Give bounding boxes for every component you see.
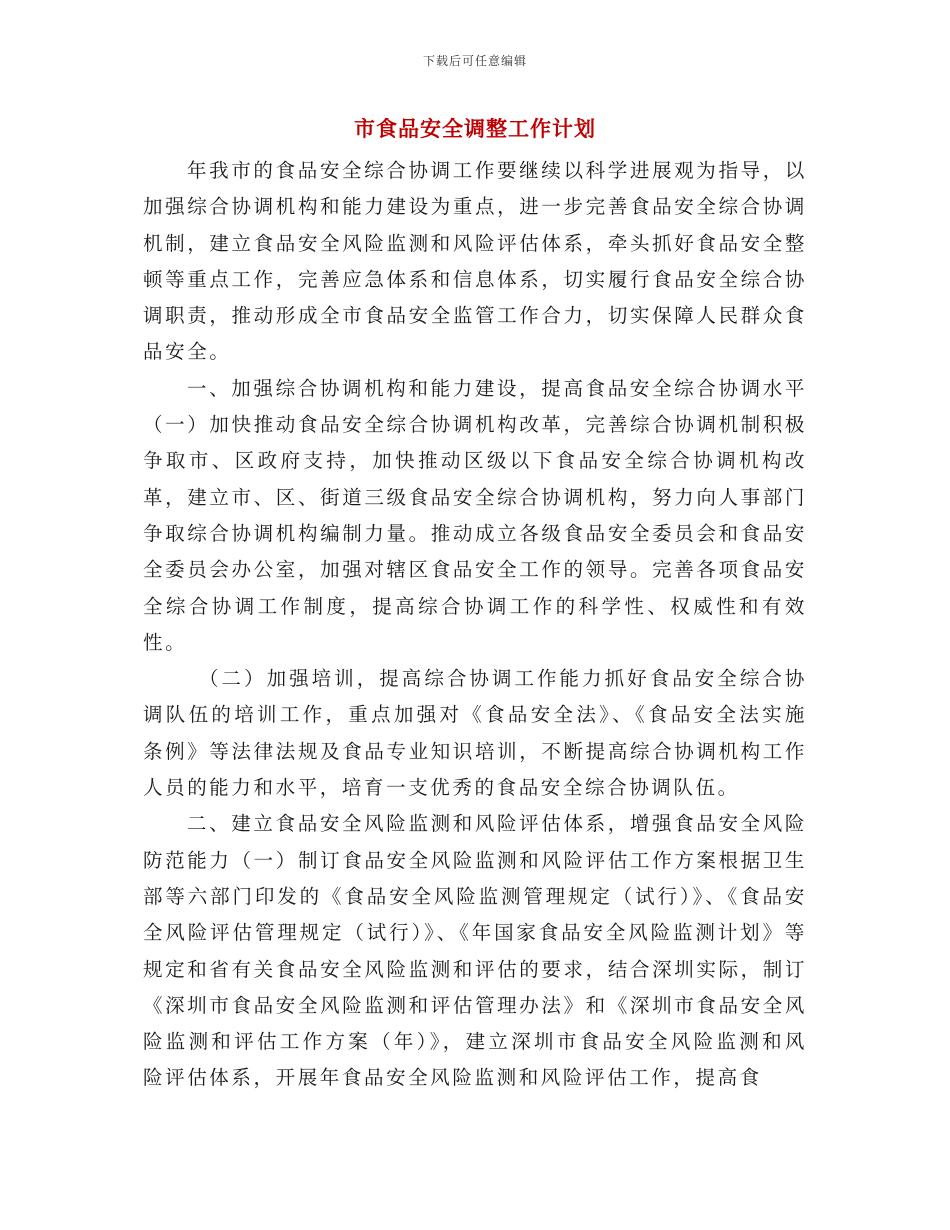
document-body — [143, 153, 807, 1097]
paragraph-intro: 年我市的食品安全综合协调工作要继续以科学进展观为指导，以加强综合协调机构和能力建设为重点，进一步完善食品安全综合协调机制，建立食品安全风险监测和风险评估体系，牵头抓好食品安全整顿等重点工作，完善应急体系和信息体系，切实履行食品安全综合协调职责，推动形成全市食品安全监管工作合力，切实保障人民群众食品安全。 — [143, 159, 807, 364]
paragraph-section-2: 二、建立食品安全风险监测和风险评估体系，增强食品安全风险防范能力（一）制订食品安全风险监测和风险评估工作方案根据卫生部等六部门印发的《食品安全风险监测管理规定（试行）》、《食品安全风险评估管理规定（试行）》、《年国家食品安全风险监测计划》等规定和省有关食品安全风险监测和评估的要求，结合深圳实际，制订《深圳市食品安全风险监测和评估管理办法》和《深圳市食品安全风险监测和评估工作方案（年）》，建立深圳市食品安全风险监测和风险评估体系，开展年食品安全风险监测和风险评估工作，提高食 — [143, 812, 807, 1090]
paragraph-section-1: 一、加强综合协调机构和能力建设，提高食品安全综合协调水平（一）加快推动食品安全综合协调机构改革，完善综合协调机制积极争取市、区政府支持，加快推动区级以下食品安全综合协调机构改革，建立市、区、街道三级食品安全综合协调机构，努力向人事部门争取综合协调机构编制力量。推动成立各级食品安全委员会和食品安全委员会办公室，加强对辖区食品安全工作的领导。完善各项食品安全综合协调工作制度，提高综合协调工作的科学性、权威性和有效性。 — [143, 376, 807, 654]
header-note: 下载后可任意编辑 — [422, 54, 527, 68]
paragraph-section-1-2: （二）加强培训，提高综合协调工作能力抓好食品安全综合协调队伍的培训工作，重点加强对《食品安全法》、《食品安全法实施条例》等法律法规及食品专业知识培训，不断提高综合协调机构工作人员的能力和水平，培育一支优秀的食品安全综合协调队伍。 — [143, 667, 807, 800]
document-title: 市食品安全调整工作计划 — [354, 116, 596, 141]
